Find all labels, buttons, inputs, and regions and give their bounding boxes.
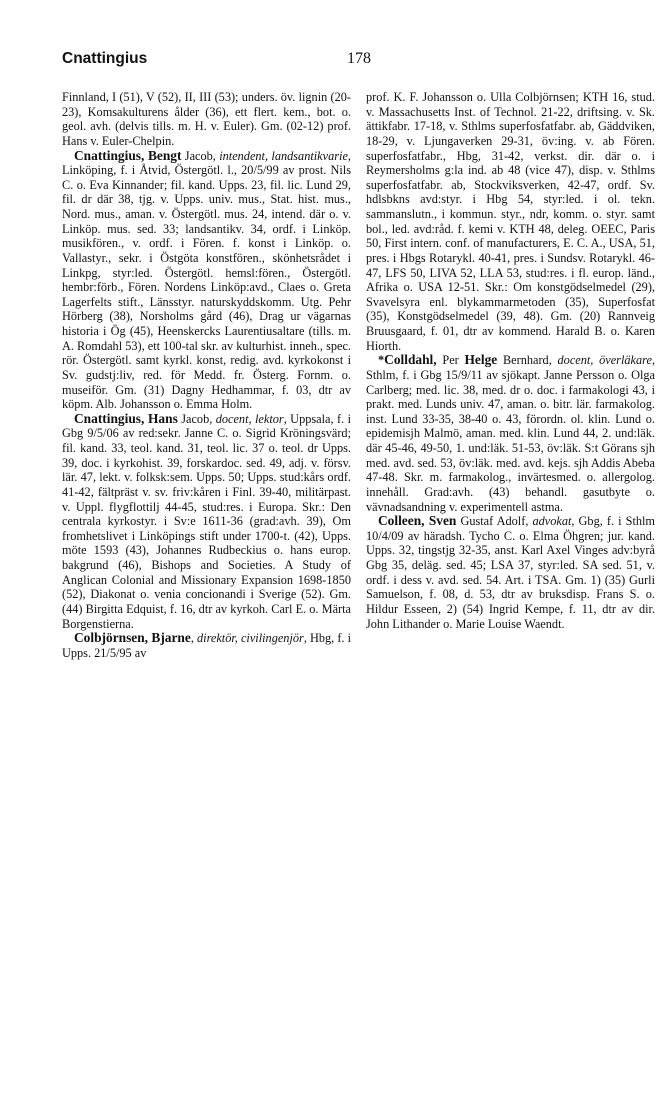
entry-given-names: Jacob, <box>177 411 216 426</box>
entry-call-name: Helge <box>464 352 498 368</box>
entry-text: , Uppsala, f. i Gbg 9/5/06 av red:sekr. Janne C. o. Sigrid Kröningsvärd; fil. kand. 33, teol. kand. 31, teol. lic. 37 o. teol. dr Upps. 39, doc. i kyrkohist. 39, forskardoc. sed. 49, adj. v. försv. lär. 47, lekt. v. folksk:sem. Upps. 50; Upps. stud:kårs ordf. 41-42, fältpräst v. sv. friv:kåren i Finl. 39-40, militärpast. v. Uppl. flygflottilj 44-45, stud:res. i Europa. Skr.: Den centrala kyrkostyr. i Sv:e 1611-36 (grad:avh. 39), Om fromhetslivet i Linköpings stift under 1700-t. (42), Upps. möte 1593 (43), Johannes Rudbeckius o. hans europ. bakgrund (46), Bishops and Societies. A Study of Anglican Colonial and Missionary Expansion 1698-1850 (52), Diakonat o. venia concionandi i Sverige (52). Gm. (44) Birgitta Edquist, f. 16, dtr av kyrkoh. Carl E. o. Märta Borgenstierna. <box>62 411 351 631</box>
page-header <box>62 50 656 72</box>
running-head: Cnattingius <box>62 50 148 67</box>
entry-title: direktör, civilingenjör <box>197 631 304 646</box>
entry-title: advokat <box>532 514 572 529</box>
page-number: 178 <box>347 50 371 67</box>
entry-name: Cnattingius, Bengt <box>74 147 182 163</box>
entry-text: , Sthlm, f. i Gbg 15/9/11 av sjökapt. Janne Persson o. Olga Carlberg; med. lic. 38, med. dr o. doc. i farmakologi 43, i prakt. med. Lunds univ. 47, aman. o. bitr. lär. farmakolog. inst. Lund 33-35, 38-40 o. 43, förordn. ol. klin. Lund o. epidemisjh Malmö, aman. med. klin. Lund 44, 2. und:läk. där 45-46, 49-50, 1. und:läk. 51-53, öv:läk. S:t Görans sjh med. avd. sed. 53, öv:läk. med. avd. kejs. sjh Addis Abeba 47-48. Skr. m. farmakolog., invärtesmed. o. allergolog. innehåll. Grad:avh. (43) behandl. gasutbyte o. vävnadsandning v. experimentell astma. <box>366 353 656 514</box>
biography-entry <box>62 631 351 660</box>
entry-name: Colleen, Sven <box>378 513 457 529</box>
biography-entry <box>62 412 351 631</box>
entry-given-names: Gustaf Adolf, <box>456 514 533 529</box>
continued-entry <box>62 90 351 149</box>
entry-name: Colldahl, <box>384 352 437 368</box>
entry-text: , Gbg, f. i Sthlm 10/4/09 av häradsh. Tycho C. o. Elma Öhgren; jur. kand. Upps. 32, tingstjg 32-35, anst. Karl Axel Vinges adv:byrå Gbg 35, deläg. sed. 45; LSA 37, styr:led. SA sed. 51, v. ordf. i dess v. avd. sed. 54. Art. i TSA. Gm. 1) (35) Gurli Samuelson, f. 08, d. 53, dtr av bruksdisp. Frans S. o. Hildur Esseen, 2) (54) Ingrid Kempe, f. 11, dtr av dir. John Lithander o. Marie Louise Waendt. <box>366 514 655 631</box>
entry-name: Cnattingius, Hans <box>74 410 178 426</box>
entry-text: prof. K. F. Johansson o. Ulla Colbjörnsen; KTH 16, stud. v. Massachusetts Inst. of Technol. 21-22, driftsing. v. Sk. ättikfabr. 17-18, v. Sthlms superfosfatfabr. ab, Gäddviken, 18-29, v. Ljungaverken 29-31, öv:ing. v. ab Fören. superfosfatfabr., Hbg, 31-42, verkst. dir. där o. i Reymersholms g:la ind. ab 48 (vice 47), disp. v. Sthlms superfosfatfabr. ab, Stockviksverken, 42-47, ordf. Sv. hdlsbkns avd:styr. i Hbg 54, styr:led. i ol. tekn. sammanslutn., i kommun. styr., ndr, komm. o. styr. samt bol., led. avd:råd. f. kemi v. KTH 48, deleg. OEEC, Paris 50, First intern. conf. of manufacturers, E. C. A., USA, 51, pres. i Hbgs Rotarykl. 40-41, pres. i Sundsv. Rotarykl. 46-47, LFS 50, LIVA 52, LLA 53, stud:res. i fl. europ. länd., Afrika o. USA 12-51. Skr.: Om konstgödselmedel (29), Svavelsyra enl. blykammarmetoden (35), Superfosfat (35), Konstgödselmedel (39, 48). Gm. (20) Rannveig Bruusgaard, f. 01, dtr av kommend. Harald B. o. Karen Hiorth. <box>366 90 655 353</box>
entry-given-names: Jacob, <box>181 148 220 163</box>
right-column <box>366 90 655 631</box>
entry-name: Colbjörnsen, Bjarne <box>74 630 191 646</box>
left-column <box>62 90 351 660</box>
biography-entry <box>366 353 655 514</box>
entry-given-names: Bernhard, <box>497 353 558 368</box>
entry-title: docent, överläkare <box>557 353 652 368</box>
entry-text: , Hbg, f. i Upps. 21/5/95 av <box>62 631 352 660</box>
entry-text: Finnland, I (51), V (52), II, III (53); unders. öv. lignin (20-23), Komsakulturens ålder (36), ett flert. kem., bot. o. geol. avh. (delvis tills. m. H. v. Euler). Gm. (02-12) prof. Hans v. Euler-Chelpin. <box>62 90 351 148</box>
biography-entry <box>62 149 351 412</box>
entry-star-marker: * <box>378 353 385 368</box>
entry-given-names: Per <box>436 353 465 368</box>
entry-text: , Linköping, f. i Åtvid, Östergötl. l., 20/5/99 av prost. Nils C. o. Eva Kinnander; fil. kand. Upps. 23, fil. lic. Lund 29, fil. dr där 38, tjg. v. Upps. univ. mus., Stat. hist. mus., Nord. mus., aman. v. Östergötl. mus. 24, intend. där o. v. Linköp. mus. sed. 33; landsantikv. 34, ordf. i Linköp. musikfören., v. ordf. i Fören. f. konst i Linköp. o. Vallastyr., sekr. i Östgöta konstfören., skönhetsrådet i Linkpg, styr:led. Östergötl. hemsl:fören., Östergötl. hembr:förb., Fören. Nordens Linköp:avd., Claes o. Greta Lagerfelts stift., Länsstyr. naturskyddskomm. Utg. Pehr Hörberg (38), Norsholms gård (46), Drag ur vägarnas historia i Ög (45), Heenskercks Laurentiusaltare (tills. m. A. Romdahl 53), ett 100-tal skr. av kulturhist. inneh., spec. rör. Östergötl. samt kyrkl. konst, redig. avd. kyrkokonst i Sv. gudstj:liv, red. för Medd. fr. Österg. Fornm. o. museiför. Gm. (31) Dagny Hedhammar, f. 03, dtr av köpm. Alb. Johansson o. Emma Holm. <box>62 148 351 412</box>
entry-title: docent, lektor <box>215 411 284 426</box>
continued-entry <box>366 90 655 353</box>
entry-title: intendent, landsantikvarie <box>219 148 348 163</box>
entry-separator: , <box>190 631 197 646</box>
biography-entry <box>366 514 655 631</box>
